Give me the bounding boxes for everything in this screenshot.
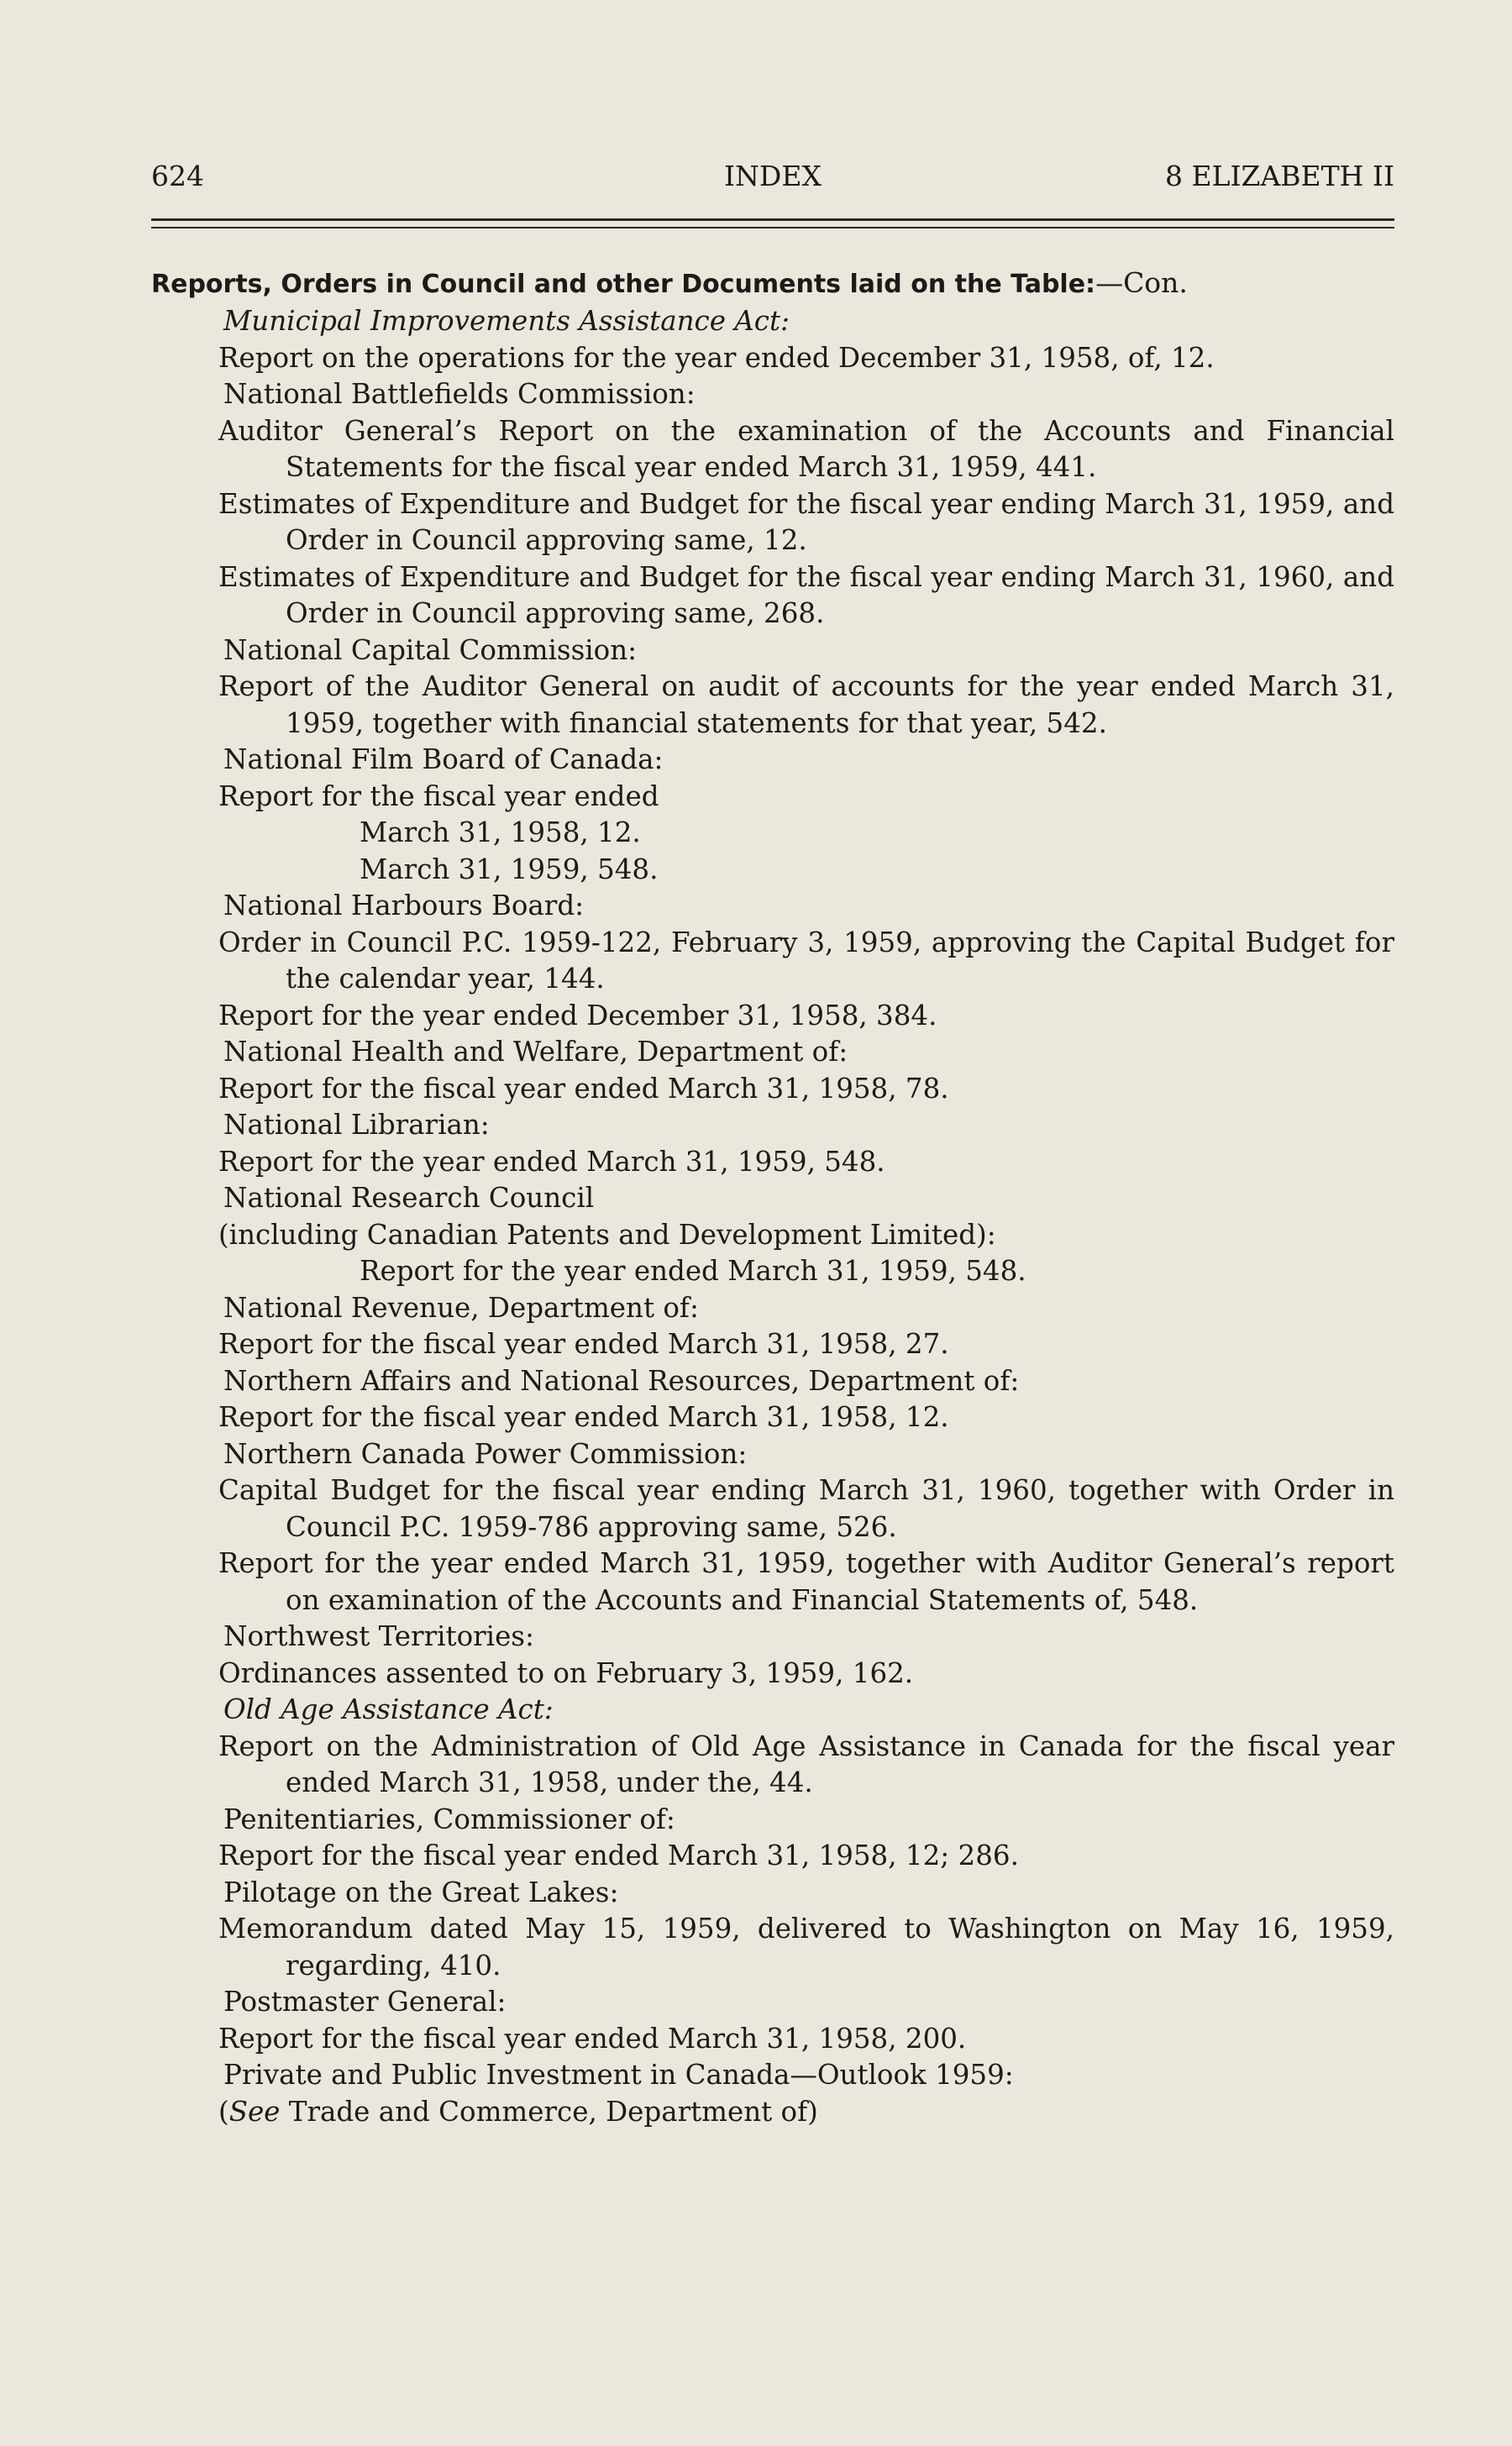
index-entry: Order in Council P.C. 1959-122, February 3, 1959, approving the Capital Budget for the calendar year, 144. [218, 926, 1394, 995]
index-entry: Report on the operations for the year ended December 31, 1958, of, 12. [218, 341, 1215, 374]
section-continued: —Con. [1095, 266, 1188, 299]
header-rule-bottom [151, 227, 1394, 228]
running-header [151, 160, 1394, 202]
index-entry: Report of the Auditor General on audit of accounts for the year ended March 31, 1959, together with financial statements for that year, 542. [218, 670, 1394, 739]
header-right: 8 ELIZABETH II [1165, 160, 1394, 192]
page-number: 624 [151, 160, 204, 192]
index-entry: Auditor General’s Report on the examination of the Accounts and Financial Statements for the fiscal year ended March 31, 1959, 441. [218, 414, 1394, 483]
index-entry: Report for the year ended March 31, 1959, 548. [218, 1145, 885, 1178]
index-entry: Report for the year ended December 31, 1958, 384. [218, 999, 937, 1031]
index-entry: Report for the fiscal year ended March 31, 1958, 78. [218, 1072, 949, 1105]
index-entry: Capital Budget for the fiscal year ending March 31, 1960, together with Order in Council P.C. 1959-786 approving same, 526. [218, 1474, 1394, 1543]
index-entry: National Film Board of Canada: [223, 743, 664, 775]
index-entry: Municipal Improvements Assistance Act: [223, 305, 790, 337]
index-entry: National Health and Welfare, Department of: [223, 1036, 848, 1068]
index-entry: Report for the fiscal year ended March 31, 1958, 27. [218, 1328, 949, 1360]
index-entry: Penitentiaries, Commissioner of: [223, 1803, 675, 1835]
index-entry: Postmaster General: [223, 1986, 507, 2018]
index-entry: (See Trade and Commerce, Department of) [218, 2095, 818, 2128]
index-entry: National Research Council [223, 1182, 595, 1214]
index-entry: Report for the fiscal year ended March 31, 1958, 12. [218, 1401, 949, 1433]
index-entry: National Revenue, Department of: [223, 1291, 699, 1324]
index-entry: Northern Affairs and National Resources, Department of: [223, 1364, 1020, 1397]
index-entry: National Harbours Board: [223, 890, 585, 921]
index-entry: Private and Public Investment in Canada—Outlook 1959: [223, 2059, 1014, 2091]
index-entry: Report for the year ended March 31, 1959, together with Auditor General’s report on examination of the Accounts and Financial Statements of, 548. [218, 1547, 1394, 1616]
entry-text: Trade and Commerce, Department of) [288, 2095, 818, 2128]
index-entry: Report on the Administration of Old Age Assistance in Canada for the fiscal year ended March 31, 1958, under the, 44. [218, 1730, 1394, 1798]
index-entries [151, 303, 1394, 2130]
section-heading [151, 264, 1394, 303]
index-entry: Report for the fiscal year ended [218, 779, 659, 812]
see-reference: See [228, 2095, 281, 2128]
index-entry: March 31, 1959, 548. [360, 853, 659, 885]
index-entry: Northern Canada Power Commission: [223, 1437, 748, 1470]
index-entry: National Battlefields Commission: [223, 378, 696, 410]
index-entry: Estimates of Expenditure and Budget for the fiscal year ending March 31, 1960, and Order in Council approving same, 268. [218, 560, 1394, 629]
index-entry: Old Age Assistance Act: [223, 1693, 554, 1725]
index-entry: Report for the year ended March 31, 1959, 548. [360, 1255, 1026, 1287]
index-entry: (including Canadian Patents and Development Limited): [218, 1218, 996, 1251]
index-entry: March 31, 1958, 12. [360, 816, 641, 848]
index-entry: Ordinances assented to on February 3, 1959, 162. [218, 1656, 914, 1689]
page-title: INDEX [724, 160, 822, 192]
header-rule-top [151, 218, 1394, 221]
index-entry: National Librarian: [223, 1109, 490, 1141]
index-entry: Report for the fiscal year ended March 31, 1958, 12; 286. [218, 1840, 1019, 1871]
index-entry: Estimates of Expenditure and Budget for the fiscal year ending March 31, 1959, and Order in Council approving same, 12. [218, 487, 1394, 556]
index-entry: Memorandum dated May 15, 1959, delivered to Washington on May 16, 1959, regarding, 410. [218, 1913, 1394, 1981]
index-entry: Northwest Territories: [223, 1620, 534, 1652]
index-entry: Pilotage on the Great Lakes: [223, 1876, 619, 1908]
index-body [151, 264, 1394, 2130]
section-heading-text: Reports, Orders in Council and other Documents laid on the Table: [151, 270, 1096, 299]
index-entry: National Capital Commission: [223, 633, 638, 666]
index-entry: Report for the fiscal year ended March 31, 1958, 200. [218, 2022, 967, 2055]
